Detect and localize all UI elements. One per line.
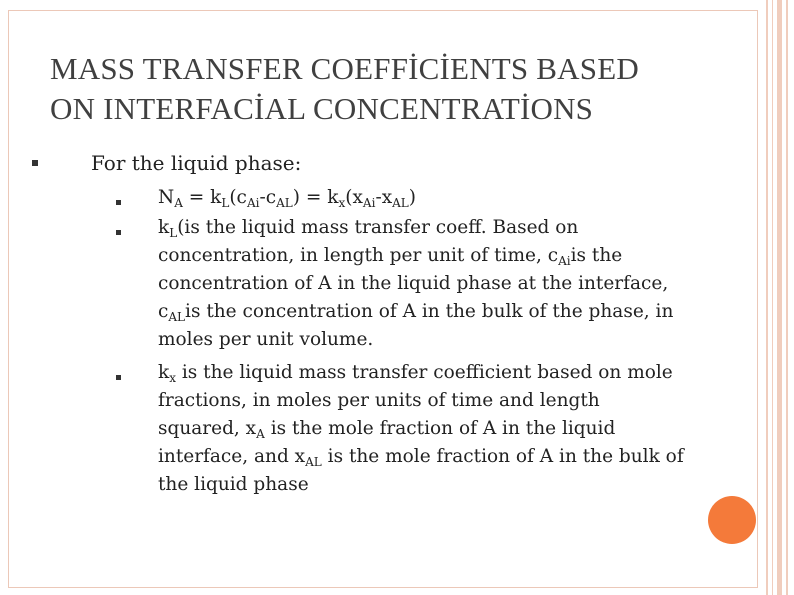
title-line-2: ON INTERFACİAL CONCENTRATİONS — [50, 91, 594, 126]
equation-line: $N_A = k_L(c_{Ai}-c_{AL}) = k_x(x_{Ai}-x_{AL})$ — [158, 187, 417, 210]
title-line-1: MASS TRANSFER COEFFİCİENTS BASED — [50, 51, 639, 86]
decorative-circle-icon — [708, 496, 756, 544]
kx-definition-item: $k_x$ is the liquid mass transfer coefficient based on mole fractions, in moles per units of time and length squared, $x_A$ is the mole fraction of A in the liquid interface, and $x_{AL}$ is the mole fraction of A in the bulk of the liquid phase — [158, 362, 684, 495]
equation-item — [158, 184, 758, 212]
bullet-icon — [116, 200, 121, 205]
decorative-stripe — [766, 0, 768, 595]
decorative-stripe — [772, 0, 773, 595]
bullet-icon — [116, 375, 121, 380]
slide-title — [50, 49, 750, 129]
bullet-icon — [116, 230, 121, 235]
bullet-icon — [32, 160, 38, 166]
kl-definition-item: $k_L(is$ the liquid mass transfer coeff. Based on concentration, in length per unit of time, $c_{Ai}is$ the concentration of A in the liquid phase at the interface, $c_{AL}is$ the concentration of A in the bulk of the phase, in moles per unit volume. — [158, 217, 674, 350]
decorative-stripe — [777, 0, 782, 595]
level1-bullet-text: For the liquid phase: — [91, 151, 302, 175]
decorative-stripe — [786, 0, 788, 595]
